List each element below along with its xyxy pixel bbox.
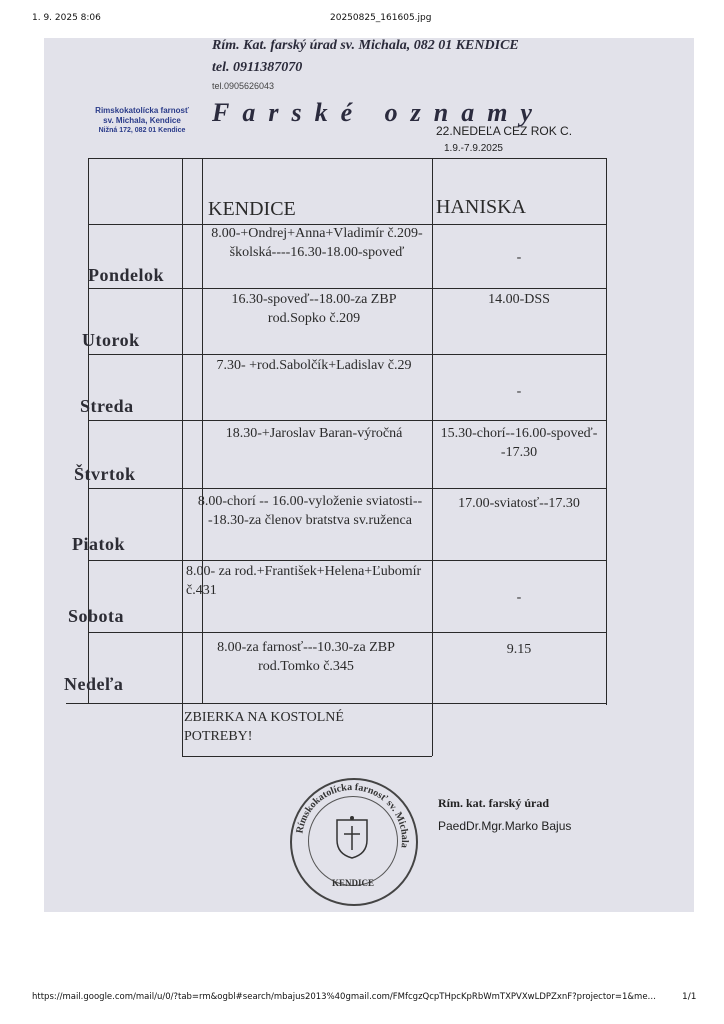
day-label: Streda: [80, 396, 134, 416]
coat-of-arms-icon: [332, 816, 372, 860]
signature-priest: PaedDr.Mgr.Marko Bajus: [438, 819, 572, 833]
day-label: Nedeľa: [64, 674, 124, 694]
haniska-cell: 14.00-DSS: [488, 292, 550, 307]
office-phone-2: tel.0905626043: [212, 81, 275, 91]
page-url: https://mail.google.com/mail/u/0/?tab=rm&ogbl#search/mbajus2013%40gmail.com/FMfcgzQcpTHpcKpRbWmTXPVXwLDPZxnF?projector=1&me…: [32, 992, 657, 1002]
signature-office: Rím. kat. farský úrad: [438, 796, 550, 810]
parish-round-stamp: [290, 778, 418, 906]
office-address: Rím. Kat. farský úrad sv. Michala, 082 01 KENDICE: [212, 38, 519, 53]
office-phone: tel. 0911387070: [212, 60, 303, 75]
haniska-cell: 9.15: [506, 642, 532, 657]
haniska-cell: 17.00-sviatosť--17.30: [458, 496, 580, 511]
kendice-cell: 8.00-za farnosť---10.30-za ZBP rod.Tomko č.345: [217, 640, 395, 674]
haniska-cell: -: [516, 250, 522, 265]
day-label: Piatok: [72, 534, 126, 554]
kendice-cell: 8.00-+Ondrej+Anna+Vladimír č.209-školská----16.30-18.00-spoveď: [211, 226, 423, 260]
kendice-cell: 7.30- +rod.Sabolčík+Ladislav č.29: [216, 358, 412, 373]
week-dates: 1.9.-7.9.2025: [444, 143, 503, 154]
print-date: 1. 9. 2025 8:06: [32, 13, 101, 23]
svg-text:Rímskokatolícka farnosť sv. Mi: Rímskokatolícka farnosť sv. Michala: [294, 781, 411, 849]
column-kendice: KENDICE: [208, 198, 296, 220]
kendice-cell: 18.30-+Jaroslav Baran-výročná: [225, 426, 403, 441]
stamp-bottom-text: KENDICE: [332, 878, 375, 888]
parish-address-stamp: [82, 106, 202, 136]
kendice-cell: 8.00- za rod.+František+Helena+Ľubomír č.431: [186, 564, 422, 598]
kendice-cell: 8.00-chorí -- 16.00-vyloženie sviatosti---18.30-za členov bratstva sv.ruženca: [197, 494, 423, 528]
file-name: 20250825_161605.jpg: [330, 13, 432, 23]
page-count: 1/1: [682, 992, 697, 1002]
parish-line-1: Rimskokatolícka farnosť: [95, 106, 189, 115]
haniska-cell: 15.30-chorí--16.00-spoveď--17.30: [440, 426, 598, 460]
haniska-cell: -: [516, 384, 522, 399]
day-label: Utorok: [82, 330, 140, 350]
column-haniska: HANISKA: [436, 196, 526, 218]
day-label: Pondelok: [88, 265, 165, 285]
day-label: Štvrtok: [74, 464, 136, 484]
day-label: Sobota: [68, 606, 125, 626]
parish-line-2: sv. Michala, Kendice: [103, 116, 181, 125]
kendice-cell: 16.30-spoveď--18.00-za ZBP rod.Sopko č.209: [231, 292, 397, 326]
collection-note: ZBIERKA NA KOSTOLNÉ POTREBY!: [184, 710, 344, 744]
parish-line-3: Nižná 172, 082 01 Kendice: [98, 127, 186, 134]
week-label: 22.NEDEĽA CEZ ROK C.: [436, 124, 573, 138]
page-title: Farské oznamy: [212, 98, 545, 127]
haniska-cell: -: [516, 590, 522, 605]
scanned-document: [44, 38, 694, 912]
